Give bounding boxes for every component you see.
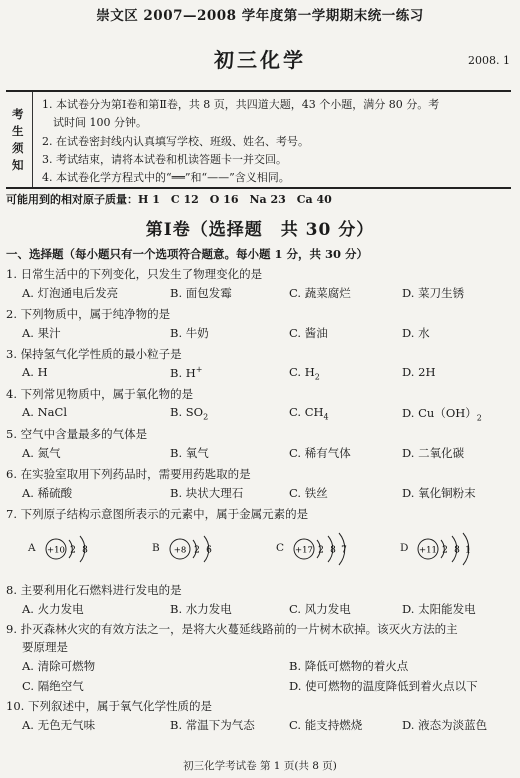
atom-structure-diagram xyxy=(412,527,508,571)
nucleus-charge: +11 xyxy=(419,545,437,556)
shell-electrons: 8 xyxy=(454,545,460,556)
formula-subscript: 2 xyxy=(476,413,482,423)
question-option: B. 面包发霉 xyxy=(170,286,232,300)
shell-electrons: 2 xyxy=(194,545,200,556)
question-option: A. 清除可燃物 xyxy=(22,659,96,673)
question-option: B. 水力发电 xyxy=(170,602,232,616)
question-stem-continued: 要原理是 xyxy=(22,640,68,654)
notice-rule: 4. 本试卷化学方程式中的“══”和“——”含义相同。 xyxy=(42,171,290,184)
atom-diagram-d xyxy=(400,527,510,571)
option-text: C. CH xyxy=(289,405,324,419)
option-text: B. H xyxy=(170,365,196,380)
notice-label-char: 生 xyxy=(12,124,24,138)
question-option: D. 使可燃物的温度降低到着火点以下 xyxy=(289,679,478,693)
atom-structure-diagram xyxy=(288,527,384,571)
question-option: B. 块状大理石 xyxy=(170,486,244,500)
question-option: D. 2H xyxy=(402,365,436,379)
question-option: B. 氧气 xyxy=(170,446,209,460)
exam-header-title: 崇文区 2007—2008 学年度第一学期期末统一练习 xyxy=(96,8,424,24)
question-option xyxy=(402,405,482,422)
question-option xyxy=(170,365,203,380)
candidate-notice-box xyxy=(6,90,511,189)
option-text: C. H xyxy=(289,365,315,379)
notice-label-char: 考 xyxy=(12,107,24,121)
question-stem: 6. 在实验室取用下列药品时，需要用药匙取的是 xyxy=(6,467,251,481)
question-option: C. 风力发电 xyxy=(289,602,351,616)
atom-label: B xyxy=(152,542,160,554)
atom-diagram-a xyxy=(28,527,138,571)
atom-label: D xyxy=(400,542,409,554)
option-text: D. Cu（OH） xyxy=(402,406,477,420)
option-text: B. SO xyxy=(170,405,204,419)
question-option: D. 氧化铜粉末 xyxy=(402,486,476,500)
question-option: D. 液态为淡蓝色 xyxy=(402,718,488,732)
subject-title: 初三化学 xyxy=(214,48,306,72)
notice-rule: 试时间 100 分钟。 xyxy=(53,116,147,129)
formula-subscript: 2 xyxy=(203,412,209,422)
atomic-masses: 可能用到的相对原子质量：H 1 C 12 O 16 Na 23 Ca 40 xyxy=(6,193,332,206)
atom-diagram-c xyxy=(276,527,386,571)
formula-subscript: 4 xyxy=(323,412,329,422)
question-stem: 9. 扑灭森林火灾的有效方法之一，是将大火蔓延线路前的一片树木砍掉。该灭火方法的主 xyxy=(6,622,458,636)
notice-label xyxy=(6,92,33,187)
shell-electrons: 7 xyxy=(341,545,347,556)
question-stem: 4. 下列常见物质中，属于氧化物的是 xyxy=(6,387,194,401)
question-option: C. 隔绝空气 xyxy=(22,679,84,693)
question-option: B. 常温下为气态 xyxy=(170,718,255,732)
question-stem: 2. 下列物质中，属于纯净物的是 xyxy=(6,307,171,321)
question-option xyxy=(289,405,329,421)
question-option: B. 牛奶 xyxy=(170,326,209,340)
question-option: D. 菜刀生锈 xyxy=(402,286,465,300)
shell-electrons: 8 xyxy=(330,545,336,556)
question-stem: 7. 下列原子结构示意图所表示的元素中，属于金属元素的是 xyxy=(6,507,309,521)
question-option: A. 稀硫酸 xyxy=(22,486,73,500)
notice-rule: 1. 本试卷分为第Ⅰ卷和第Ⅱ卷，共 8 页，共四道大题，43 个小题，满分 80 分。考 xyxy=(42,98,440,111)
shell-electrons: 8 xyxy=(82,545,88,556)
charge-superscript: + xyxy=(195,365,203,374)
nucleus-charge: +8 xyxy=(173,545,187,556)
question-option: C. 酱油 xyxy=(289,326,328,340)
shell-electrons: 2 xyxy=(442,545,448,556)
page-footer: 初三化学考试卷 第 1 页(共 8 页) xyxy=(183,760,337,772)
question-option: A. 果汁 xyxy=(22,326,61,340)
question-option: A. 无色无气味 xyxy=(22,718,96,732)
shell-electrons: 1 xyxy=(465,545,471,556)
section-title: 一、选择题（每小题只有一个选项符合题意。每小题 1 分，共 30 分） xyxy=(6,247,369,261)
question-option: C. 稀有气体 xyxy=(289,446,351,460)
exam-date: 2008. 1 xyxy=(468,54,510,67)
question-option: D. 二氧化碳 xyxy=(402,446,465,460)
question-stem: 10. 下列叙述中，属于氧气化学性质的是 xyxy=(6,699,212,713)
shell-electrons: 2 xyxy=(70,545,76,556)
nucleus-charge: +17 xyxy=(295,545,313,556)
question-option xyxy=(170,405,208,421)
shell-electrons: 6 xyxy=(206,545,212,556)
question-option: A. 氮气 xyxy=(22,446,61,460)
atom-structure-diagram xyxy=(164,527,248,571)
notice-label-char: 须 xyxy=(12,141,24,155)
question-option: C. 铁丝 xyxy=(289,486,328,500)
question-option: C. 蔬菜腐烂 xyxy=(289,286,351,300)
question-option: D. 水 xyxy=(402,326,430,340)
atom-label: C xyxy=(276,542,285,554)
question-stem: 1. 日常生活中的下列变化，只发生了物理变化的是 xyxy=(6,267,263,281)
notice-label-char: 知 xyxy=(12,158,24,172)
part-one-title: 第Ⅰ卷（选择题 共 30 分） xyxy=(145,220,375,240)
question-option: A. NaCl xyxy=(22,405,68,419)
nucleus-charge: +10 xyxy=(47,545,65,556)
question-option: A. 火力发电 xyxy=(22,602,84,616)
question-option: C. 能支持燃烧 xyxy=(289,718,363,732)
question-option: A. 灯泡通电后发亮 xyxy=(22,286,119,300)
atom-diagram-b xyxy=(152,527,262,571)
shell-electrons: 2 xyxy=(318,545,324,556)
formula-subscript: 2 xyxy=(314,372,320,382)
question-stem: 3. 保持氢气化学性质的最小粒子是 xyxy=(6,347,182,361)
question-option: B. 降低可燃物的着火点 xyxy=(289,659,409,673)
question-stem: 5. 空气中含量最多的气体是 xyxy=(6,427,148,441)
question-option xyxy=(289,365,320,381)
atom-structure-diagram xyxy=(40,527,124,571)
notice-rule: 2. 在试卷密封线内认真填写学校、班级、姓名、考号。 xyxy=(42,135,309,148)
question-option: D. 太阳能发电 xyxy=(402,602,476,616)
question-option: A. H xyxy=(22,365,48,379)
question-stem: 8. 主要利用化石燃料进行发电的是 xyxy=(6,583,182,597)
atom-label: A xyxy=(28,542,36,554)
notice-rule: 3. 考试结束，请将本试卷和机读答题卡一并交回。 xyxy=(42,153,287,166)
